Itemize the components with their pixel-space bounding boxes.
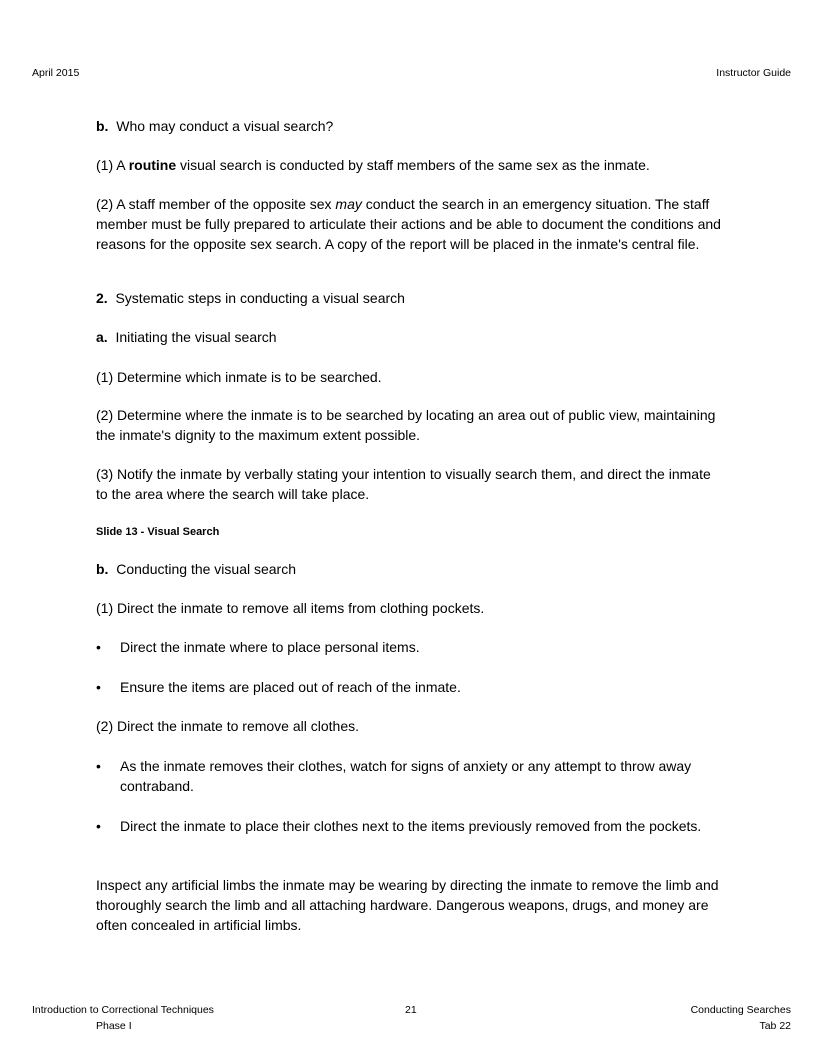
bullet-text: Direct the inmate to place their clothes next to the items previously removed from the pockets. [120, 818, 702, 834]
item-text: Initiating the visual search [115, 329, 277, 345]
bullet-text: As the inmate removes their clothes, watch for signs of anxiety or any attempt to throw away contraband. [120, 758, 692, 794]
heading-initiating [96, 327, 726, 347]
item-label: b. [96, 561, 109, 577]
footer-phase: Phase I [96, 1020, 132, 1032]
bullet-text: Direct the inmate where to place personal items. [120, 639, 420, 655]
footer-tab: Tab 22 [759, 1020, 791, 1032]
bullet-item [96, 677, 726, 697]
heading-systematic-steps [96, 288, 726, 308]
bullet-icon: • [96, 639, 101, 655]
header-guide-title: Instructor Guide [716, 67, 791, 79]
item-text: (2) A staff member of the opposite sex [96, 196, 336, 212]
footer-page-number: 21 [405, 1004, 417, 1016]
item-text: Systematic steps in conducting a visual search [115, 290, 405, 306]
bullet-text: Ensure the items are placed out of reach of the inmate. [120, 679, 461, 695]
item-number: (1) A [96, 157, 129, 173]
item-text: Conducting the visual search [116, 561, 297, 577]
item-label: a. [96, 329, 108, 345]
bullet-icon: • [96, 818, 101, 834]
bullet-item [96, 637, 726, 657]
paragraph-remove-items: (1) Direct the inmate to remove all items from clothing pockets. [96, 600, 485, 616]
bullet-item [96, 756, 726, 796]
paragraph-routine-search [96, 155, 726, 175]
paragraph-determine-inmate: (1) Determine which inmate is to be searched. [96, 369, 382, 385]
item-label: b. [96, 118, 109, 134]
bullet-icon: • [96, 679, 101, 695]
header-date: April 2015 [32, 67, 80, 79]
item-text: conduct the search in an emergency situation. The staff member must be fully prepared to articulate their actions and be able to document the conditions and reasons for the opposite sex search. A copy of the report will be placed in the inmate's central file. [96, 196, 721, 252]
heading-who-may-conduct [96, 116, 726, 136]
paragraph-determine-where: (2) Determine where the inmate is to be searched by locating an area out of public view, maintaining the inmate's dignity to the maximum extent possible. [96, 407, 716, 443]
item-text: Who may conduct a visual search? [116, 118, 334, 134]
item-label: 2. [96, 290, 108, 306]
emphasis-may: may [335, 196, 362, 212]
bullet-item [96, 816, 726, 836]
emphasis-routine: routine [128, 157, 177, 173]
footer-course: Introduction to Correctional Techniques [32, 1004, 214, 1016]
paragraph-opposite-sex-search [96, 194, 726, 254]
slide-note: Slide 13 - Visual Search [96, 526, 220, 538]
paragraph-notify-inmate: (3) Notify the inmate by verbally stating your intention to visually search them, and direct the inmate to the area where the search will take place. [96, 466, 711, 502]
heading-conducting [96, 559, 726, 579]
paragraph-remove-clothes: (2) Direct the inmate to remove all clothes. [96, 718, 359, 734]
footer-topic: Conducting Searches [690, 1004, 791, 1016]
paragraph-artificial-limbs: Inspect any artificial limbs the inmate may be wearing by directing the inmate to remove the limb and thoroughly search the limb and all attaching hardware. Dangerous weapons, drugs, and money are often concealed in artificial limbs. [96, 877, 719, 933]
bullet-icon: • [96, 758, 101, 774]
item-text: visual search is conducted by staff members of the same sex as the inmate. [176, 157, 650, 173]
